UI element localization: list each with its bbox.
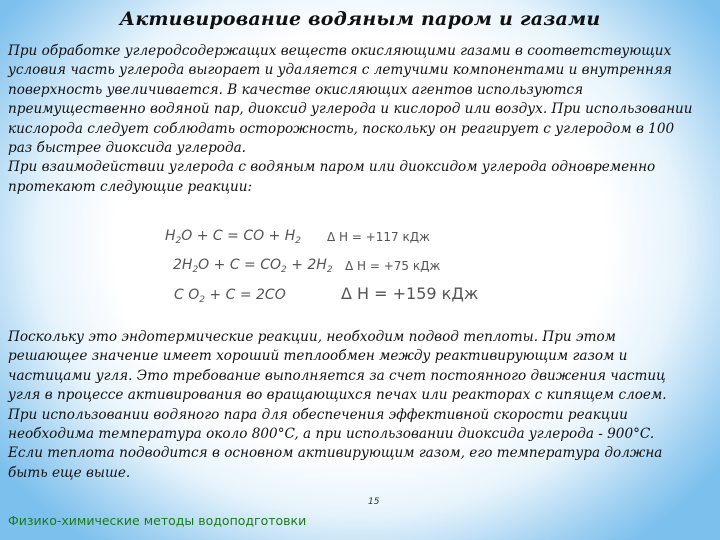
eq-text: O + C = CO	[198, 257, 282, 273]
reaction-equation-2	[173, 257, 333, 275]
eq-text: + 2H	[286, 257, 327, 273]
slide-title: Активирование водяным паром и газами	[119, 8, 601, 30]
eq-subscript: 2	[175, 236, 182, 246]
text-line: кислорода следует соблюдать осторожность, поскольку он реагирует с углеродом в 100	[8, 120, 675, 137]
eq-text: O + C = CO + H	[181, 228, 296, 244]
text-line: поверхность увеличивается. В качестве окисляющих агентов используются	[8, 81, 584, 98]
text-line: угля в процессе активирования во вращающихся печах или реакторах с кипящем слоем.	[8, 387, 667, 404]
eq-subscript: 2	[295, 236, 302, 246]
text-line: протекают следующие реакции:	[8, 178, 253, 195]
footer-course-title: Физико-химические методы водоподготовки	[8, 513, 307, 528]
intro-paragraph	[8, 42, 708, 197]
conclusion-paragraph	[8, 328, 708, 483]
enthalpy-1: Δ H = +117 кДж	[327, 230, 430, 244]
text-line: решающее значение имеет хороший теплообмен между реактивирующим газом и	[8, 348, 628, 365]
text-line: Если теплота подводится в основном активирующим газом, его температура должна	[8, 445, 663, 462]
text-line: частицами угля. Это требование выполняется за счет постоянного движения частиц	[8, 367, 666, 384]
eq-text: H	[165, 228, 176, 244]
eq-subscript: 2	[192, 265, 199, 275]
eq-subscript: 2	[199, 295, 205, 305]
reaction-equation-1	[165, 228, 301, 246]
reaction-equation-3	[174, 287, 286, 305]
text-line: При обработке углеродсодержащих веществ окисляющими газами в соответствующих	[8, 43, 672, 59]
text-line: преимущественно водяной пар, диоксид углерода и кислород или воздух. При использовании	[8, 101, 693, 118]
text-line: раз быстрее диоксида углерода.	[8, 140, 246, 157]
text-line: Поскольку это эндотермические реакции, необходим подвод теплоты. При этом	[8, 329, 616, 345]
text-line: условия часть углерода выгорает и удаляется с летучими компонентами и внутренняя	[8, 62, 672, 79]
text-line: быть еще выше.	[8, 464, 131, 481]
enthalpy-3: Δ H = +159 кДж	[341, 284, 479, 303]
page-number: 15	[368, 497, 380, 507]
eq-text: + C = 2CO	[204, 287, 286, 303]
eq-text: C O	[174, 287, 200, 303]
eq-subscript: 2	[326, 265, 333, 275]
enthalpy-2: Δ H = +75 кДж	[345, 259, 441, 273]
eq-text: 2H	[173, 257, 193, 273]
text-line: При взаимодействии углерода с водяным паром или диоксидом углерода одновременно	[8, 159, 656, 176]
eq-subscript: 2	[281, 265, 287, 275]
text-line: необходима температура около 800°C, а при использовании диоксида углерода - 900°C.	[8, 426, 655, 443]
text-line: При использовании водяного пара для обеспечения эффективной скорости реакции	[8, 406, 628, 423]
